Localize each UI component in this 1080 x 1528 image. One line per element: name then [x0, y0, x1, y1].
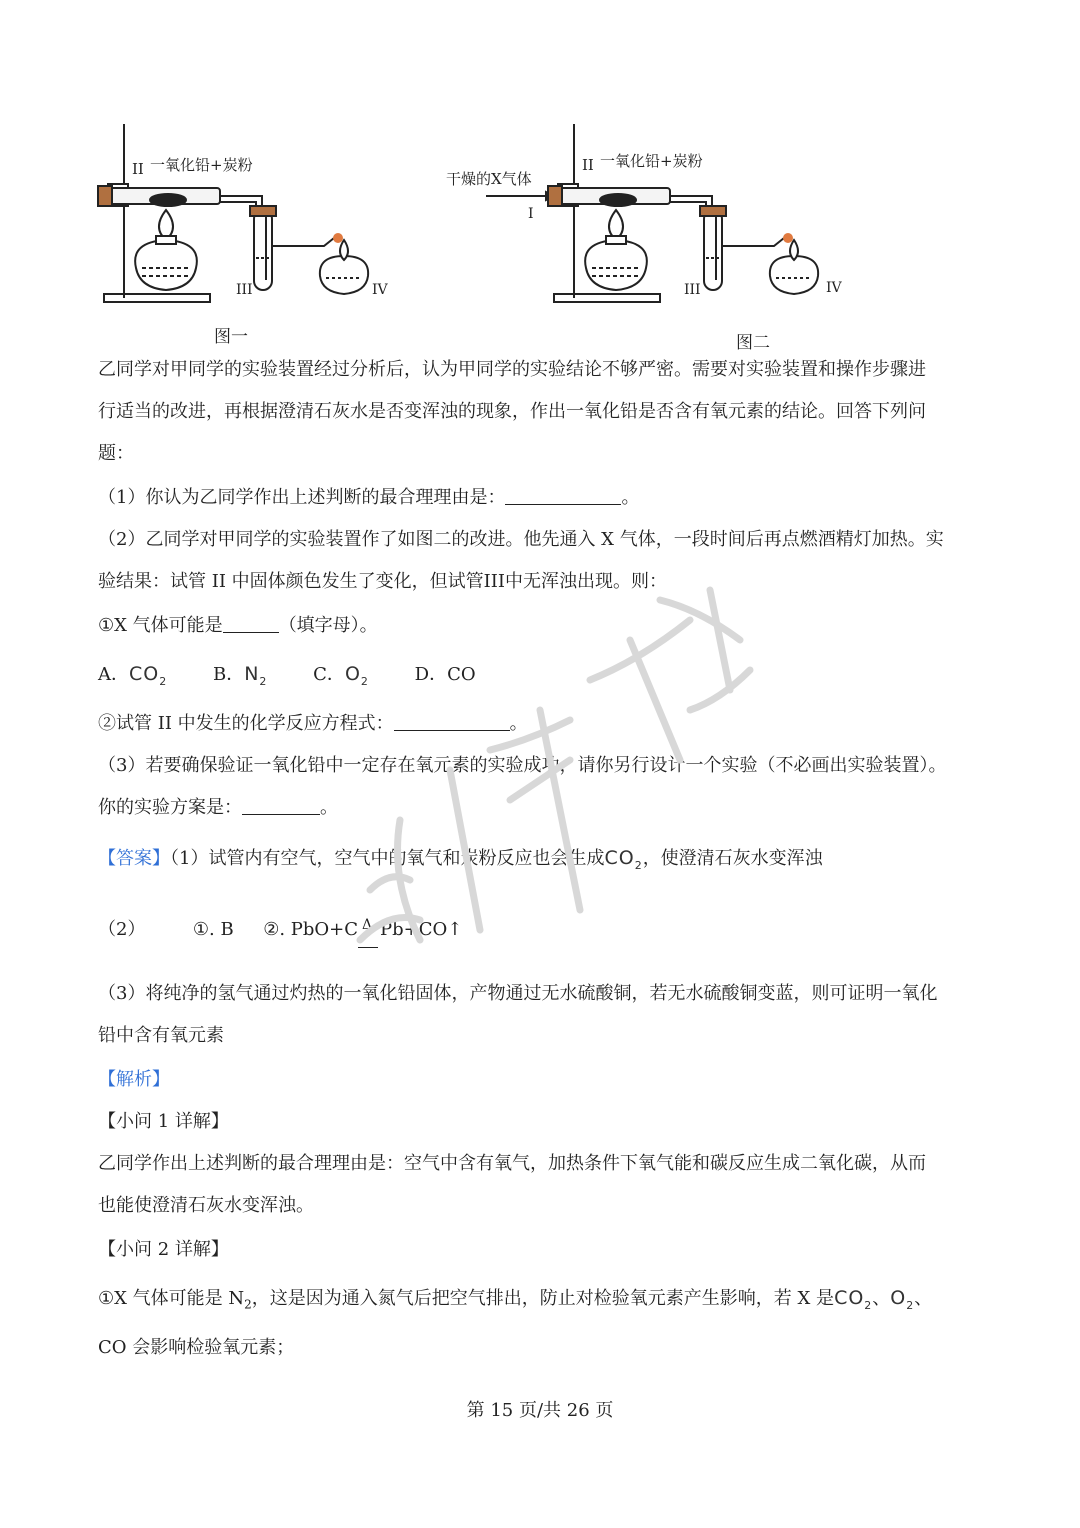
analysis-s1-line-1: 乙同学作出上述判断的最合理理由是：空气中含有氧气，加热条件下氧气能和碳反应生成二氧化碳，从而 [98, 1153, 926, 1174]
q2-sub1-pre: ①X 气体可能是 [98, 615, 223, 636]
intro-line-2: 行适当的改进，再根据澄清石灰水是否变浑浊的现象，作出一氧化铅是否含有氧元素的结论。回答下列问 [98, 401, 926, 422]
s2-formula-co2: $CO_2$ [834, 1287, 873, 1312]
answer-2-part-2-post: Pb+CO↑ [380, 919, 463, 940]
question-3-line-2 [98, 796, 338, 820]
fig2-label-iii: III [684, 282, 701, 298]
option-c-key: C． [313, 664, 345, 685]
answer-2-part-1: ①. B [192, 919, 234, 940]
figure-one-caption: 图一 [214, 327, 248, 347]
q3-blank [242, 796, 320, 815]
answer-line-2 [98, 918, 462, 942]
q3-line2-post: 。 [320, 797, 338, 818]
s2-pre: ①X 气体可能是 N [98, 1288, 245, 1309]
question-2-sub-1 [98, 614, 378, 638]
page-number-footer: 第 15 页/共 26 页 [466, 1400, 614, 1421]
option-d-key: D． [414, 664, 448, 685]
answer-line-3a: （3）将纯净的氢气通过灼热的一氧化铅固体，产物通过无水硫酸铜，若无水硫酸铜变蓝，则可证明一氧化 [98, 983, 938, 1004]
fig2-label-ii: II [582, 156, 594, 174]
intro-line-1: 乙同学对甲同学的实验装置经过分析后，认为甲同学的实验结论不够严密。需要对实验装置和操作步骤进 [98, 359, 926, 380]
fig2-label-powder: 一氧化铅+炭粉 [600, 152, 703, 170]
s2-mid: ，这是因为通入氮气后把空气排出，防止对检验氧元素产生影响，若 X 是 [251, 1288, 835, 1309]
apparatus-one-drawing [96, 118, 416, 308]
figure-two-caption: 图二 [736, 333, 770, 353]
option-b [213, 662, 267, 694]
option-b-formula: $N_2$ [244, 663, 268, 688]
figure-two [446, 118, 866, 353]
answer-line-1 [98, 846, 823, 878]
answer-1-pre: （1）试管内有空气，空气中的氧气和炭粉反应也会生成 [170, 848, 605, 869]
option-d [415, 663, 476, 692]
question-2-line-2: 验结果：试管 II 中固体颜色发生了变化，但试管III中无浑浊出现。则： [98, 571, 667, 592]
fig2-label-iv: IV [826, 280, 842, 296]
q2-sub1-blank [223, 614, 279, 633]
q2-sub2-post: 。 [509, 713, 528, 734]
option-c-formula: $O_2$ [344, 663, 369, 688]
q2-sub1-post: （填字母）。 [278, 615, 378, 636]
option-a-key: A． [98, 664, 129, 685]
s2-sep: 、 [872, 1288, 891, 1309]
s2-pre-sub: 2 [244, 1297, 252, 1312]
q1-text: （1）你认为乙同学作出上述判断的最合理理由是： [98, 487, 506, 508]
answer-line-3b: 铅中含有氧元素 [98, 1025, 224, 1046]
fig1-label-powder: 一氧化铅+炭粉 [150, 156, 253, 174]
apparatus-figures [96, 118, 996, 353]
option-a-formula: $CO_2$ [129, 663, 168, 688]
analysis-tag: 【解析】 [98, 1069, 170, 1090]
q2-sub2-pre: ②试管 II 中发生的化学反应方程式： [98, 713, 394, 734]
analysis-s2-title: 【小问 2 详解】 [98, 1239, 229, 1260]
answer-1-post: ，使澄清石灰水变浑浊 [642, 848, 823, 869]
q3-line2-pre: 你的实验方案是： [98, 797, 242, 818]
analysis-s1-title: 【小问 1 详解】 [98, 1111, 229, 1132]
analysis-s1-line-2: 也能使澄清石灰水变浑浊。 [98, 1195, 314, 1216]
question-2-options [98, 662, 516, 694]
answer-2-label: （2） [98, 919, 146, 940]
fig2-label-gas: 干燥的X气体 [446, 170, 532, 188]
q1-blank [505, 486, 621, 505]
question-2-line-1: （2）乙同学对甲同学的实验装置作了如图二的改进。他先通入 X 气体，一段时间后再点燃酒精灯加热。实 [98, 529, 944, 550]
fig1-label-iv: IV [372, 282, 388, 298]
figure-one [96, 118, 416, 347]
heat-delta: Δ [362, 917, 373, 933]
s2-formula-o2: $O_2$ [890, 1287, 915, 1312]
option-a [98, 662, 167, 694]
answer-1-formula: $CO_2$ [604, 847, 643, 872]
fig1-label-iii: III [236, 282, 253, 298]
apparatus-two-drawing [446, 118, 866, 308]
answer-2-part-2-pre: ②. PbO+C [263, 919, 359, 940]
fig2-label-i: I [528, 206, 534, 222]
q2-sub2-blank [394, 712, 510, 731]
analysis-s2-line-2: CO 会影响检验氧元素； [98, 1337, 295, 1358]
s2-end: 、 [914, 1288, 933, 1309]
option-d-formula: CO [447, 664, 476, 685]
q1-end: 。 [621, 487, 640, 508]
intro-line-3: 题： [98, 443, 134, 464]
option-b-key: B． [212, 664, 245, 685]
option-c [313, 662, 369, 694]
question-1 [98, 486, 639, 510]
answer-tag: 【答案】 [98, 848, 170, 869]
analysis-s2-line-1 [98, 1286, 932, 1318]
fig1-label-ii: II [132, 160, 144, 178]
question-3-line-1: （3）若要确保验证一氧化铅中一定存在氧元素的实验成功，请你另行设计一个实验（不必画出实验装置）。 [98, 755, 947, 776]
question-2-sub-2 [98, 712, 528, 736]
